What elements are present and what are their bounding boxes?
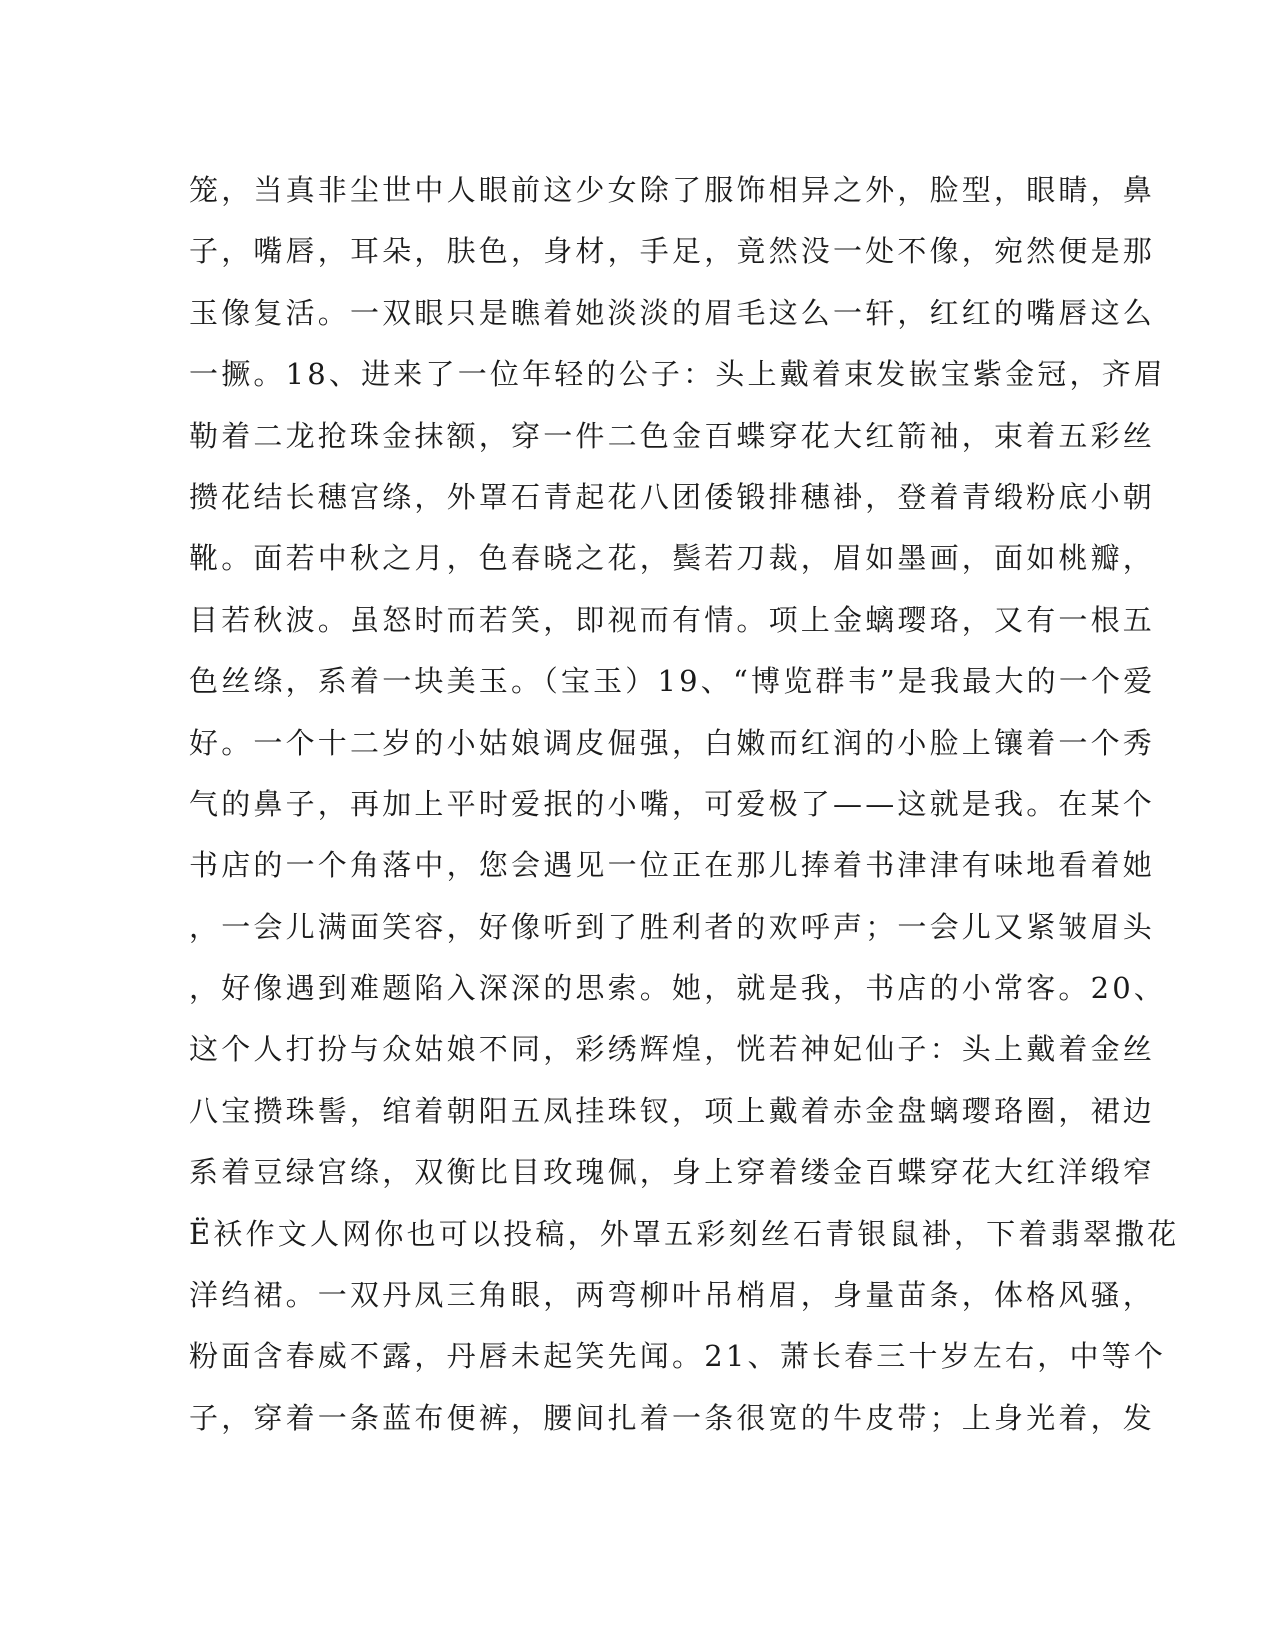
text-line: 一撅。18、进来了一位年轻的公子：头上戴着束发嵌宝紫金冠，齐眉 <box>189 357 1167 392</box>
text-line: 气的鼻子，再加上平时爱抿的小嘴，可爱极了——这就是我。在某个 <box>189 786 1156 821</box>
text-line: ，一会儿满面笑容，好像听到了胜利者的欢呼声；一会儿又紧皱眉头 <box>189 909 1156 944</box>
text-line: 八宝攒珠髻，绾着朝阳五凤挂珠钗，项上戴着赤金盘螭璎珞圈，裙边 <box>189 1093 1156 1128</box>
text-line: 勒着二龙抢珠金抹额，穿一件二色金百蝶穿花大红箭袖，束着五彩丝 <box>189 418 1156 453</box>
text-line: 笼，当真非尘世中人眼前这少女除了服饰相异之外，脸型，眼睛，鼻 <box>189 173 1156 207</box>
text-line: 书店的一个角落中，您会遇见一位正在那儿捧着书津津有味地看着她 <box>189 848 1156 883</box>
text-line: 这个人打扮与众姑娘不同，彩绣辉煌，恍若神妃仙子：头上戴着金丝 <box>189 1032 1156 1067</box>
text-line: 粉面含春威不露，丹唇未起笑先闻。21、萧长春三十岁左右，中等个 <box>189 1339 1167 1374</box>
text-line: 子，穿着一条蓝布便裤，腰间扎着一条很宽的牛皮带；上身光着，发 <box>189 1400 1156 1435</box>
text-line: Ё袄作文人网你也可以投稿，外罩五彩刻丝石青银鼠褂，下着翡翠撒花 <box>189 1216 1180 1251</box>
text-line: 系着豆绿宫绦，双衡比目玫瑰佩，身上穿着缕金百蝶穿花大红洋缎窄 <box>189 1155 1156 1190</box>
text-line: ，好像遇到难题陷入深深的思索。她，就是我，书店的小常客。20、 <box>189 971 1167 1006</box>
text-line: 色丝绦，系着一块美玉。（宝玉）19、“博览群韦”是我最大的一个爱 <box>189 664 1156 699</box>
text-line: 好。一个十二岁的小姑娘调皮倔强，白嫩而红润的小脸上镶着一个秀 <box>189 725 1156 760</box>
text-line: 目若秋波。虽怒时而若笑，即视而有情。项上金螭璎珞，又有一根五 <box>189 602 1156 637</box>
text-line: 靴。面若中秋之月，色春晓之花，鬓若刀裁，眉如墨画，面如桃瓣， <box>189 541 1156 576</box>
text-line: 洋绉裙。一双丹凤三角眼，两弯柳叶吊梢眉，身量苗条，体格风骚， <box>189 1278 1156 1313</box>
body-text <box>189 160 1180 1449</box>
text-line: 玉像复活。一双眼只是瞧着她淡淡的眉毛这么一轩，红红的嘴唇这么 <box>189 295 1156 330</box>
text-line: 攒花结长穗宫绦，外罩石青起花八团倭锻排穗褂，登着青缎粉底小朝 <box>189 479 1156 514</box>
text-line: 子，嘴唇，耳朵，肤色，身材，手足，竟然没一处不像，宛然便是那 <box>189 234 1156 269</box>
